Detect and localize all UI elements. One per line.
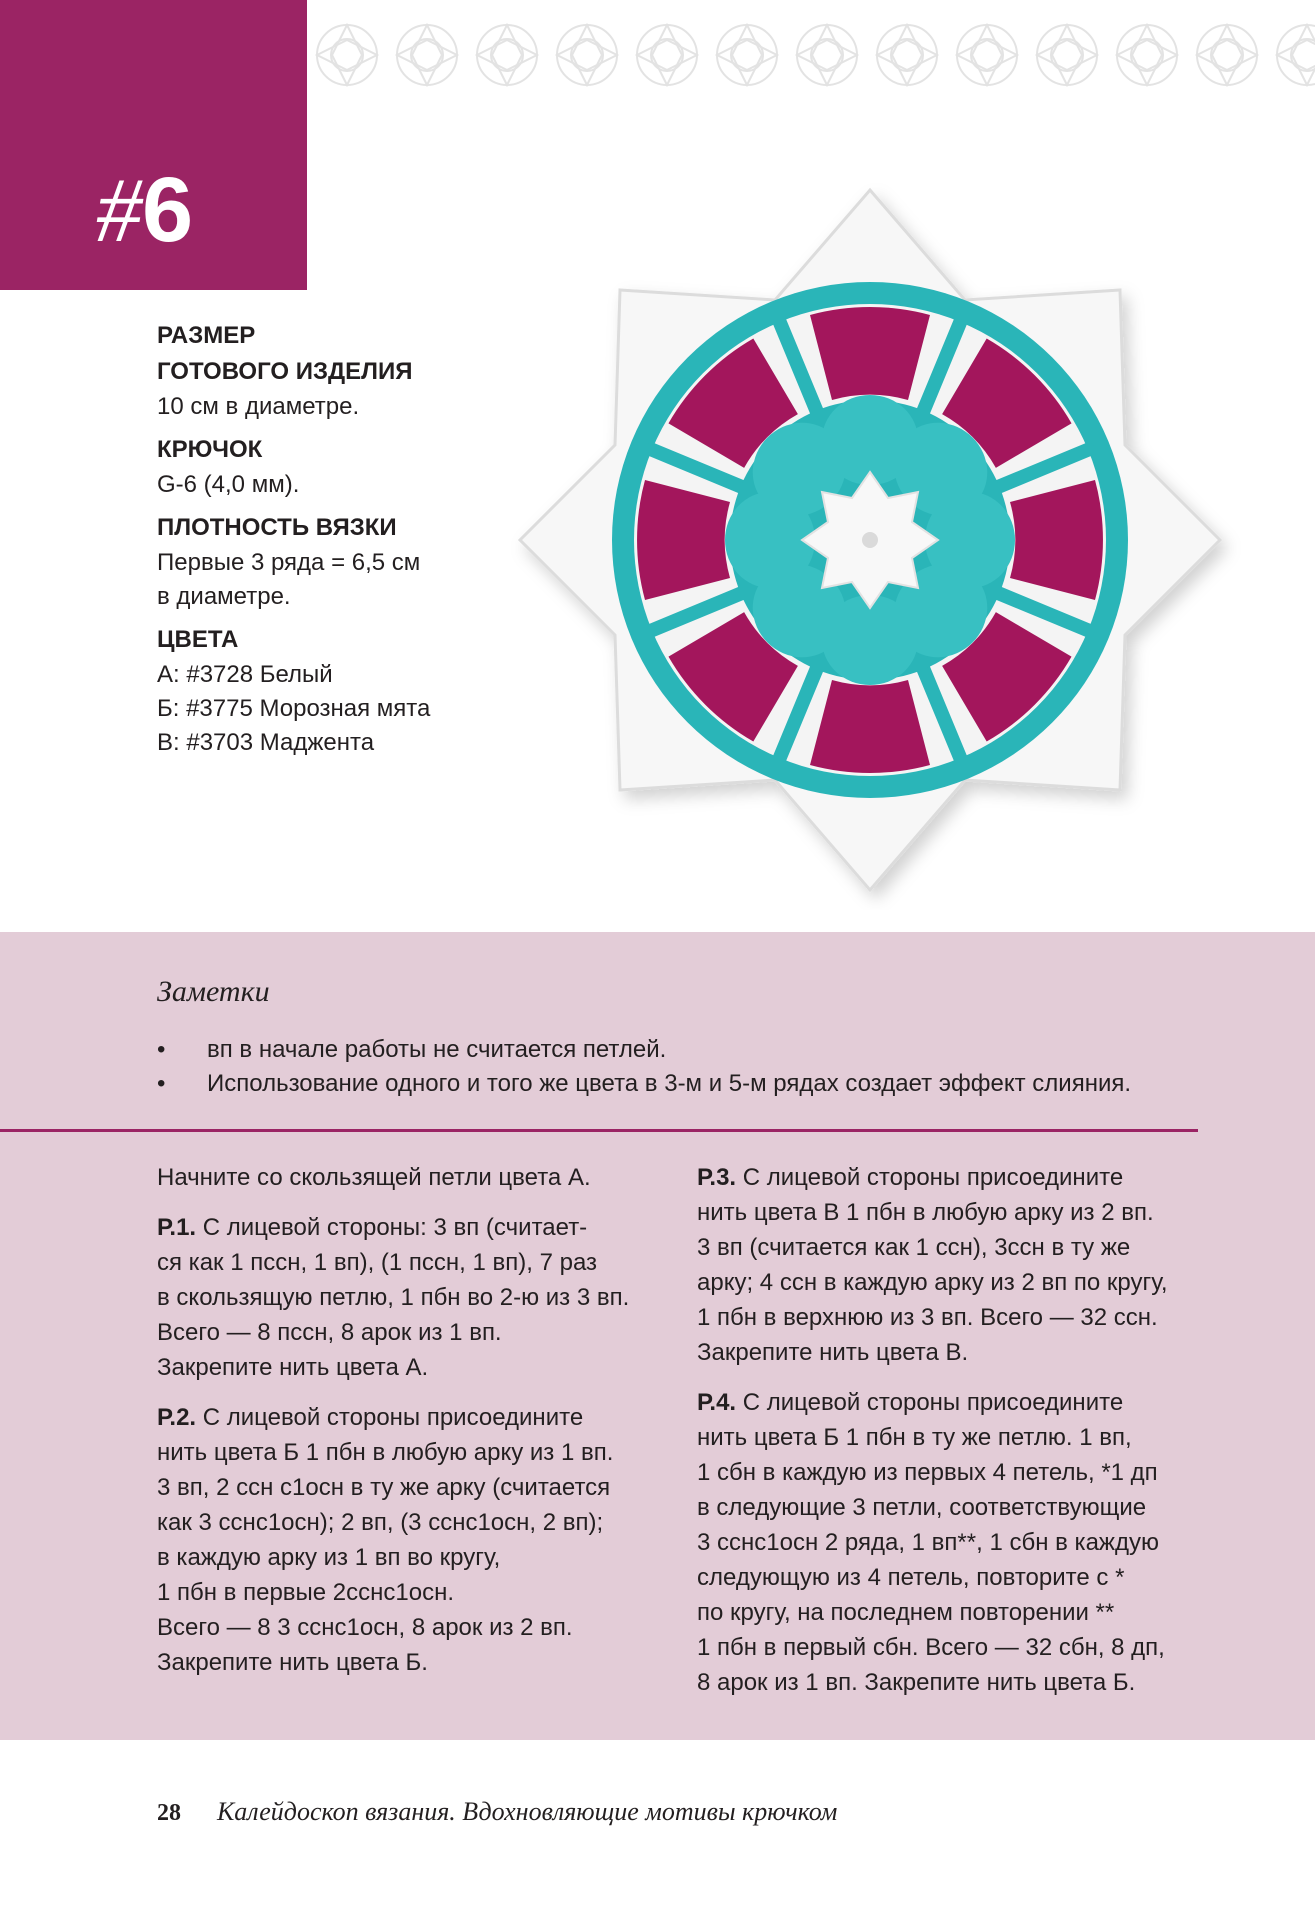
row-line: в следующие 3 петли, соответствующие bbox=[697, 1494, 1147, 1521]
row-line: как 3 сснс1осн); 2 вп, (3 сснс1осн, 2 вп); bbox=[157, 1509, 604, 1536]
pattern-number-value: 6 bbox=[142, 159, 194, 261]
row-line: С лицевой стороны присоедините bbox=[196, 1404, 584, 1431]
bullet-icon: • bbox=[157, 1036, 166, 1063]
row-line: следующую из 4 петель, повторите с * bbox=[697, 1564, 1125, 1591]
row-label: Р.2. bbox=[157, 1404, 197, 1431]
row-label: Р.1. bbox=[157, 1214, 197, 1241]
row-line: 1 пбн в верхнюю из 3 вп. Всего — 32 ссн. bbox=[697, 1304, 1158, 1331]
notes-list bbox=[157, 1033, 1257, 1101]
row-line: нить цвета В 1 пбн в любую арку из 2 вп. bbox=[697, 1199, 1154, 1226]
spec-size-heading-2: ГОТОВОГО ИЗДЕЛИЯ bbox=[157, 358, 413, 385]
note-item bbox=[157, 1067, 1257, 1101]
spec-colors-heading: ЦВЕТА bbox=[157, 626, 239, 653]
note-item bbox=[157, 1033, 1257, 1067]
instruction-row-4 bbox=[697, 1385, 1217, 1700]
instruction-start: Начните со скользящей петли цвета А. bbox=[157, 1164, 591, 1191]
row-line: С лицевой стороны присоедините bbox=[736, 1164, 1124, 1191]
row-line: Закрепите нить цвета В. bbox=[697, 1339, 969, 1366]
spec-size-value: 10 см в диаметре. bbox=[157, 393, 360, 420]
row-line: 8 арок из 1 вп. Закрепите нить цвета Б. bbox=[697, 1669, 1136, 1696]
row-line: ся как 1 пссн, 1 вп), (1 пссн, 1 вп), 7 раз bbox=[157, 1249, 598, 1276]
lace-pattern-band bbox=[307, 0, 1315, 130]
row-line: 1 пбн в первые 2сснс1осн. bbox=[157, 1579, 455, 1606]
pattern-number-hash: # bbox=[96, 159, 142, 261]
row-label: Р.3. bbox=[697, 1164, 737, 1191]
row-line: 1 сбн в каждую из первых 4 петель, *1 дп bbox=[697, 1459, 1158, 1486]
book-title: Калейдоскоп вязания. Вдохновляющие мотивы крючком bbox=[217, 1797, 838, 1826]
note-text: Использование одного и того же цвета в 3-м и 5-м рядах создает эффект слияния. bbox=[207, 1070, 1132, 1097]
notes-title: Заметки bbox=[157, 975, 270, 1008]
instruction-row-1 bbox=[157, 1210, 682, 1385]
spec-colors-value bbox=[157, 658, 517, 760]
spec-size-heading-1: РАЗМЕР bbox=[157, 322, 256, 349]
row-label: Р.4. bbox=[697, 1389, 737, 1416]
row-line: 3 вп, 2 ссн с1осн в ту же арку (считается bbox=[157, 1474, 611, 1501]
spec-hook-heading: КРЮЧОК bbox=[157, 436, 263, 463]
row-line: 3 сснс1осн 2 ряда, 1 вп**, 1 сбн в каждую bbox=[697, 1529, 1159, 1556]
instructions-left-column bbox=[157, 1160, 682, 1695]
spec-gauge-heading: ПЛОТНОСТЬ ВЯЗКИ bbox=[157, 514, 397, 541]
row-line: нить цвета Б 1 пбн в любую арку из 1 вп. bbox=[157, 1439, 614, 1466]
color-a: А: #3728 Белый bbox=[157, 661, 333, 688]
spec-gauge-line: в диаметре. bbox=[157, 583, 291, 610]
instruction-row-2 bbox=[157, 1400, 682, 1680]
page-number: 28 bbox=[157, 1800, 181, 1826]
specifications bbox=[157, 318, 517, 768]
row-line: нить цвета Б 1 пбн в ту же петлю. 1 вп, bbox=[697, 1424, 1132, 1451]
row-line: 3 вп (считается как 1 ссн), 3ссн в ту же bbox=[697, 1234, 1131, 1261]
bullet-icon: • bbox=[157, 1070, 166, 1097]
instructions-right-column bbox=[697, 1160, 1217, 1715]
row-line: Всего — 8 пссн, 8 арок из 1 вп. bbox=[157, 1319, 502, 1346]
spec-gauge-line: Первые 3 ряда = 6,5 см bbox=[157, 549, 421, 576]
row-line: арку; 4 ссн в каждую арку из 2 вп по кругу, bbox=[697, 1269, 1168, 1296]
notes-divider bbox=[0, 1129, 1198, 1132]
page-footer bbox=[157, 1797, 837, 1827]
row-line: Закрепите нить цвета Б. bbox=[157, 1649, 428, 1676]
note-text: вп в начале работы не считается петлей. bbox=[207, 1036, 667, 1063]
row-line: С лицевой стороны присоедините bbox=[736, 1389, 1124, 1416]
row-line: С лицевой стороны: 3 вп (считает- bbox=[196, 1214, 588, 1241]
row-line: Всего — 8 3 сснс1осн, 8 арок из 2 вп. bbox=[157, 1614, 573, 1641]
row-line: 1 пбн в первый сбн. Всего — 32 сбн, 8 дп, bbox=[697, 1634, 1165, 1661]
instruction-row-3 bbox=[697, 1160, 1217, 1370]
row-line: Закрепите нить цвета А. bbox=[157, 1354, 429, 1381]
crochet-motif-photo bbox=[470, 170, 1270, 910]
pattern-number bbox=[96, 160, 193, 260]
spec-hook-value: G-6 (4,0 мм). bbox=[157, 471, 300, 498]
row-line: в скользящую петлю, 1 пбн во 2-ю из 3 вп. bbox=[157, 1284, 630, 1311]
color-c: В: #3703 Маджента bbox=[157, 729, 375, 756]
row-line: в каждую арку из 1 вп во кругу, bbox=[157, 1544, 501, 1571]
pattern-number-badge bbox=[0, 0, 307, 290]
spec-gauge-value bbox=[157, 546, 517, 614]
row-line: по кругу, на последнем повторении ** bbox=[697, 1599, 1115, 1626]
color-b: Б: #3775 Морозная мята bbox=[157, 695, 431, 722]
